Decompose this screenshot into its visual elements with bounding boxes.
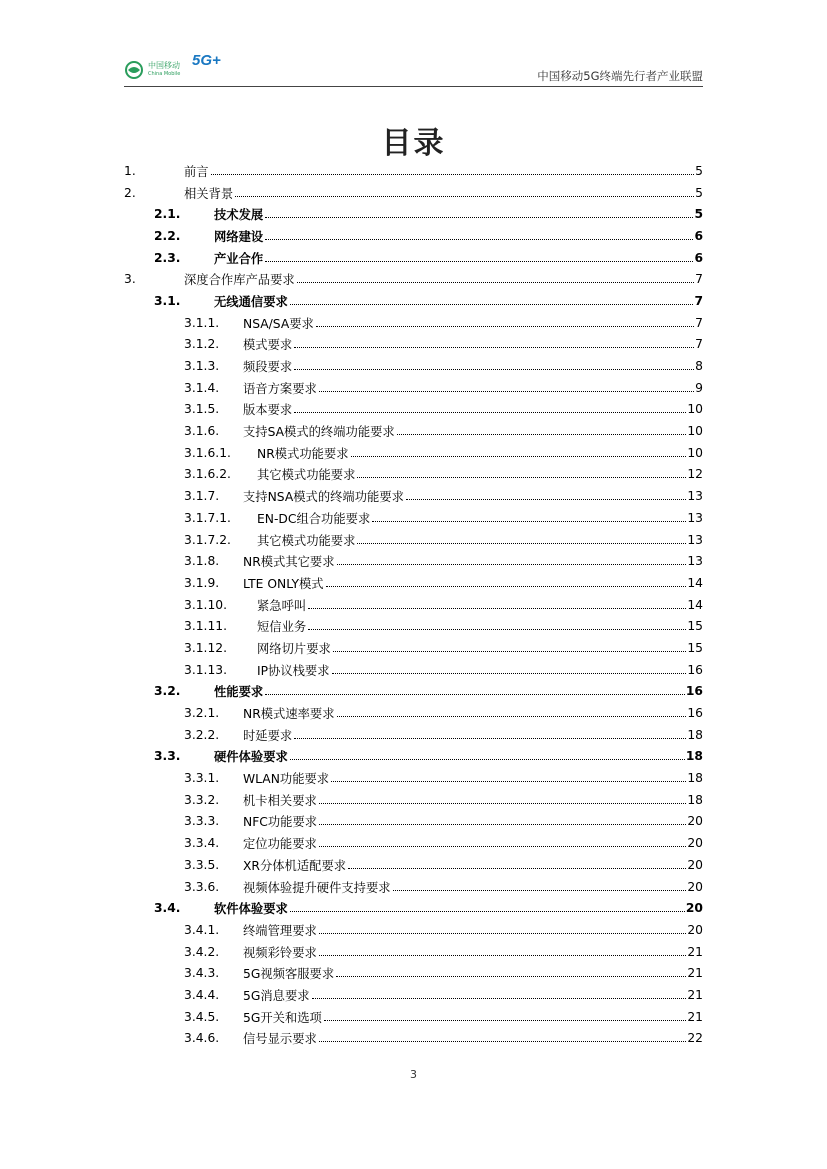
toc-dot-leader <box>265 216 693 218</box>
toc-entry[interactable] <box>124 225 703 247</box>
toc-entry-title: WLAN功能要求 <box>243 769 330 787</box>
toc-entry-title: 短信业务 <box>257 617 307 635</box>
toc-entry[interactable] <box>124 529 703 551</box>
toc-dot-leader <box>319 932 687 934</box>
toc-entry-page: 18 <box>687 727 703 742</box>
toc-dot-leader <box>319 390 694 392</box>
toc-entry-number: 3.1.10. <box>184 597 228 612</box>
toc-dot-leader <box>308 628 686 630</box>
toc-dot-leader <box>319 954 687 956</box>
page-header <box>124 52 703 86</box>
toc-dot-leader <box>319 1040 687 1042</box>
toc-entry-title: 技术发展 <box>214 205 264 223</box>
toc-entry-page: 18 <box>687 771 703 786</box>
toc-dot-leader <box>336 975 686 977</box>
toc-entry-number: 2.2. <box>154 228 181 243</box>
toc-entry[interactable] <box>124 312 703 334</box>
toc-entry-page: 20 <box>687 879 703 894</box>
toc-entry-page: 13 <box>687 554 703 569</box>
toc-entry[interactable] <box>124 984 703 1006</box>
toc-entry[interactable] <box>124 681 703 703</box>
toc-entry-page: 20 <box>687 857 703 872</box>
toc-entry-page: 20 <box>687 814 703 829</box>
toc-entry[interactable] <box>124 334 703 356</box>
toc-entry-number: 3.1.6.1. <box>184 445 231 460</box>
toc-entry-number: 3.3.5. <box>184 857 220 872</box>
toc-dot-leader <box>297 281 694 283</box>
toc-dot-leader <box>235 195 694 197</box>
toc-entry[interactable] <box>124 594 703 616</box>
toc-entry-number: 3.3.6. <box>184 879 220 894</box>
toc-dot-leader <box>319 823 686 825</box>
toc-entry[interactable] <box>124 182 703 204</box>
toc-entry-page: 21 <box>687 987 703 1002</box>
toc-entry-number: 3.3.2. <box>184 792 220 807</box>
toc-entry[interactable] <box>124 1006 703 1028</box>
toc-entry-page: 15 <box>687 640 703 655</box>
toc-entry-page: 13 <box>687 489 703 504</box>
toc-entry[interactable] <box>124 442 703 464</box>
toc-title: 目录 <box>381 126 446 161</box>
toc-entry[interactable] <box>124 420 703 442</box>
toc-dot-leader <box>265 238 693 240</box>
toc-entry-page: 16 <box>685 684 703 699</box>
toc-entry[interactable] <box>124 724 703 746</box>
toc-entry-page: 7 <box>695 337 703 352</box>
toc-dot-leader <box>332 672 687 674</box>
toc-dot-leader <box>319 802 687 804</box>
toc-entry-title: 机卡相关要求 <box>243 791 318 809</box>
toc-entry-number: 3.1.7.2. <box>184 532 231 547</box>
toc-dot-leader <box>348 867 686 869</box>
toc-entry-number: 3.4.3. <box>184 966 220 981</box>
toc-entry-title: 软件体验要求 <box>214 899 289 917</box>
toc-dot-leader <box>397 433 687 435</box>
toc-entry-title: 语音方案要求 <box>243 379 318 397</box>
toc-dot-leader <box>351 455 687 457</box>
toc-entry-page: 20 <box>687 922 703 937</box>
toc-entry-title: 频段要求 <box>243 357 293 375</box>
toc-entry[interactable] <box>124 507 703 529</box>
toc-entry[interactable] <box>124 919 703 941</box>
toc-dot-leader <box>308 607 686 609</box>
toc-entry-title: 终端管理要求 <box>243 921 318 939</box>
toc-entry-page: 15 <box>687 619 703 634</box>
toc-entry[interactable] <box>124 399 703 421</box>
toc-entry[interactable] <box>124 811 703 833</box>
toc-entry-title: 5G消息要求 <box>243 986 311 1004</box>
toc-entry-title: 定位功能要求 <box>243 834 318 852</box>
toc-entry-title: 5G开关和选项 <box>243 1008 323 1026</box>
toc-entry-number: 3.4.2. <box>184 944 220 959</box>
toc-entry[interactable] <box>124 247 703 269</box>
table-of-contents <box>124 160 703 1049</box>
header-title: 中国移动5G终端先行者产业联盟 <box>537 69 703 83</box>
toc-entry-title: 其它模式功能要求 <box>257 531 356 549</box>
toc-dot-leader <box>331 780 686 782</box>
toc-entry-number: 3.4.5. <box>184 1009 220 1024</box>
toc-entry-page: 12 <box>687 467 703 482</box>
toc-entry-number: 3.1.8. <box>184 554 220 569</box>
toc-dot-leader <box>294 737 686 739</box>
toc-entry-page: 14 <box>687 597 703 612</box>
toc-entry-page: 21 <box>687 1009 703 1024</box>
toc-entry[interactable] <box>124 832 703 854</box>
logo-5g: 5G+ <box>192 52 221 69</box>
toc-entry-number: 3.4.1. <box>184 922 220 937</box>
toc-entry-number: 3.3.1. <box>184 771 220 786</box>
toc-entry-number: 3.1.9. <box>184 575 220 590</box>
toc-dot-leader <box>357 542 686 544</box>
toc-entry[interactable] <box>124 355 703 377</box>
toc-entry-title: 无线通信要求 <box>214 292 289 310</box>
toc-entry-page: 13 <box>687 532 703 547</box>
toc-dot-leader <box>337 563 687 565</box>
toc-dot-leader <box>406 498 686 500</box>
toc-entry-number: 3.1. <box>154 293 181 308</box>
toc-dot-leader <box>333 650 687 652</box>
toc-entry-page: 20 <box>685 901 703 916</box>
toc-entry-title: NFC功能要求 <box>243 812 318 830</box>
toc-entry-number: 3.1.1. <box>184 315 220 330</box>
toc-entry-title: 信号显示要求 <box>243 1029 318 1047</box>
toc-entry-number: 3.3.3. <box>184 814 220 829</box>
logo-en-text: China Mobile <box>148 71 181 77</box>
toc-entry-title: 模式要求 <box>243 335 293 353</box>
toc-entry-title: 支持NSA模式的终端功能要求 <box>243 487 405 505</box>
toc-entry-number: 3.1.7.1. <box>184 510 231 525</box>
logo-cn-text: 中国移动 <box>148 61 180 70</box>
toc-entry[interactable] <box>124 746 703 768</box>
toc-dot-leader <box>316 325 694 327</box>
toc-entry-title: 产业合作 <box>214 249 264 267</box>
toc-entry-page: 7 <box>695 315 703 330</box>
toc-entry[interactable] <box>124 485 703 507</box>
toc-entry-title: 时延要求 <box>243 726 293 744</box>
toc-entry-title: XR分体机适配要求 <box>243 856 347 874</box>
toc-entry-title: 视频体验提升硬件支持要求 <box>243 878 392 896</box>
toc-entry-page: 7 <box>695 272 703 287</box>
toc-entry-page: 10 <box>687 402 703 417</box>
toc-entry-page: 7 <box>694 293 703 308</box>
toc-dot-leader <box>294 368 694 370</box>
toc-entry-title: 版本要求 <box>243 400 293 418</box>
toc-entry-number: 3.4. <box>154 901 181 916</box>
toc-entry[interactable] <box>124 789 703 811</box>
toc-dot-leader <box>211 173 695 175</box>
toc-entry-number: 3.3. <box>154 749 181 764</box>
toc-dot-leader <box>324 1019 687 1021</box>
toc-entry-title: 网络切片要求 <box>257 639 332 657</box>
toc-entry-page: 20 <box>687 836 703 851</box>
toc-dot-leader <box>290 910 685 912</box>
toc-entry-title: IP协议栈要求 <box>257 661 331 679</box>
toc-entry-page: 6 <box>694 228 703 243</box>
toc-entry-number: 3. <box>124 272 136 287</box>
toc-entry-number: 3.2.2. <box>184 727 220 742</box>
toc-entry-number: 1. <box>124 163 136 178</box>
toc-entry[interactable] <box>124 290 703 312</box>
toc-dot-leader <box>326 585 687 587</box>
toc-entry-title: NR模式功能要求 <box>257 444 350 462</box>
toc-entry-page: 8 <box>695 359 703 374</box>
toc-entry-number: 3.1.6.2. <box>184 467 231 482</box>
toc-entry[interactable] <box>124 941 703 963</box>
toc-entry-title: 性能要求 <box>214 682 264 700</box>
header-divider <box>124 86 703 87</box>
toc-entry-page: 13 <box>687 510 703 525</box>
toc-dot-leader <box>294 346 694 348</box>
toc-entry-number: 3.2. <box>154 684 181 699</box>
page-number: 3 <box>410 1068 417 1081</box>
toc-entry-page: 21 <box>687 966 703 981</box>
toc-dot-leader <box>312 997 687 999</box>
toc-entry-page: 5 <box>694 207 703 222</box>
toc-entry[interactable] <box>124 702 703 724</box>
toc-entry[interactable] <box>124 203 703 225</box>
toc-entry[interactable] <box>124 550 703 572</box>
toc-dot-leader <box>294 411 686 413</box>
toc-dot-leader <box>393 889 687 891</box>
china-mobile-logo <box>124 58 180 82</box>
toc-entry[interactable] <box>124 268 703 290</box>
toc-entry-number: 3.1.4. <box>184 380 220 395</box>
toc-entry-title: 网络建设 <box>214 227 264 245</box>
toc-entry-page: 21 <box>687 944 703 959</box>
toc-entry-number: 3.4.6. <box>184 1031 220 1046</box>
toc-entry-title: 深度合作库产品要求 <box>184 270 296 288</box>
toc-dot-leader <box>357 476 686 478</box>
toc-entry[interactable] <box>124 615 703 637</box>
toc-entry-title: 前言 <box>184 162 210 180</box>
china-mobile-logo-icon <box>124 60 144 80</box>
toc-entry-number: 3.1.5. <box>184 402 220 417</box>
toc-entry[interactable] <box>124 854 703 876</box>
toc-entry-title: NSA/SA要求 <box>243 314 315 332</box>
toc-entry-title: LTE ONLY模式 <box>243 574 325 592</box>
toc-entry[interactable] <box>124 160 703 182</box>
toc-entry[interactable] <box>124 464 703 486</box>
toc-entry-title: 硬件体验要求 <box>214 747 289 765</box>
toc-entry-title: 紧急呼叫 <box>257 596 307 614</box>
toc-entry[interactable] <box>124 962 703 984</box>
toc-entry[interactable] <box>124 897 703 919</box>
toc-entry[interactable] <box>124 377 703 399</box>
toc-entry[interactable] <box>124 1028 703 1050</box>
toc-dot-leader <box>290 758 685 760</box>
toc-entry-page: 16 <box>687 706 703 721</box>
toc-entry-page: 18 <box>685 749 703 764</box>
toc-dot-leader <box>265 693 685 695</box>
toc-entry-number: 3.1.3. <box>184 359 220 374</box>
toc-entry-number: 3.1.7. <box>184 489 220 504</box>
toc-entry-number: 2.1. <box>154 207 181 222</box>
toc-entry-title: 相关背景 <box>184 184 234 202</box>
toc-entry-page: 5 <box>695 185 703 200</box>
toc-entry[interactable] <box>124 572 703 594</box>
toc-dot-leader <box>290 303 694 305</box>
toc-entry-title: 支持SA模式的终端功能要求 <box>243 422 396 440</box>
toc-entry[interactable] <box>124 637 703 659</box>
toc-entry-page: 10 <box>687 424 703 439</box>
toc-entry-title: NR模式其它要求 <box>243 552 336 570</box>
toc-entry-page: 6 <box>694 250 703 265</box>
toc-dot-leader <box>372 520 686 522</box>
toc-entry-number: 2. <box>124 185 136 200</box>
toc-entry-number: 2.3. <box>154 250 181 265</box>
toc-dot-leader <box>337 715 687 717</box>
toc-entry-page: 16 <box>687 662 703 677</box>
toc-entry-page: 5 <box>695 163 703 178</box>
toc-entry-title: 5G视频客服要求 <box>243 964 335 982</box>
toc-entry-number: 3.1.12. <box>184 640 228 655</box>
toc-entry-title: 视频彩铃要求 <box>243 943 318 961</box>
toc-entry-number: 3.1.6. <box>184 424 220 439</box>
toc-entry-page: 22 <box>687 1031 703 1046</box>
toc-entry-number: 3.1.13. <box>184 662 228 677</box>
toc-entry-number: 3.3.4. <box>184 836 220 851</box>
toc-entry-page: 14 <box>687 575 703 590</box>
toc-entry-title: 其它模式功能要求 <box>257 465 356 483</box>
toc-dot-leader <box>319 845 687 847</box>
toc-entry-title: NR模式速率要求 <box>243 704 336 722</box>
toc-dot-leader <box>265 260 693 262</box>
toc-entry[interactable] <box>124 767 703 789</box>
toc-entry-number: 3.4.4. <box>184 987 220 1002</box>
toc-entry[interactable] <box>124 876 703 898</box>
toc-entry-page: 10 <box>687 445 703 460</box>
toc-entry-page: 18 <box>687 792 703 807</box>
toc-entry-page: 9 <box>695 380 703 395</box>
toc-entry-number: 3.1.11. <box>184 619 228 634</box>
toc-entry[interactable] <box>124 659 703 681</box>
toc-entry-number: 3.2.1. <box>184 706 220 721</box>
toc-entry-number: 3.1.2. <box>184 337 220 352</box>
toc-entry-title: EN-DC组合功能要求 <box>257 509 371 527</box>
